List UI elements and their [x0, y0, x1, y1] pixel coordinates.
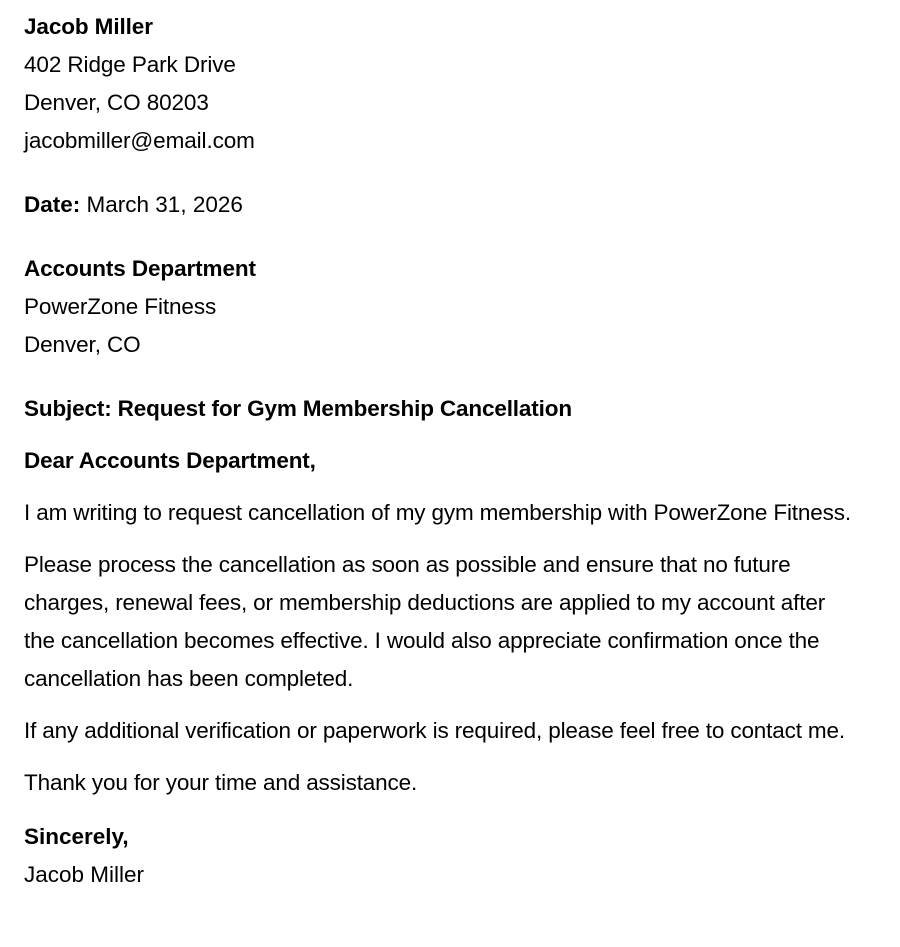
date-block — [24, 186, 860, 224]
sender-email: jacobmiller@email.com — [24, 128, 255, 153]
recipient-company: PowerZone Fitness — [24, 294, 217, 319]
sender-city-state-zip: Denver, CO 80203 — [24, 90, 209, 115]
date-label: Date: — [24, 192, 81, 217]
body-paragraph-2: Please process the cancellation as soon as possible and ensure that no future charges, renewal fees, or membership deductions are applied to my account after the cancellation becomes effective. I would also appreciate confirmation once the cancellation has been completed. — [24, 552, 826, 691]
recipient-address-block — [24, 250, 860, 364]
recipient-city-state: Denver, CO — [24, 332, 141, 357]
body-paragraph-3: If any additional verification or paperwork is required, please feel free to contact me. — [24, 718, 845, 743]
subject-line: Subject: Request for Gym Membership Cancellation — [24, 396, 572, 421]
body-paragraph-1: I am writing to request cancellation of my gym membership with PowerZone Fitness. — [24, 500, 851, 525]
sender-address-block — [24, 8, 860, 160]
sender-street: 402 Ridge Park Drive — [24, 52, 236, 77]
body-paragraph-4: Thank you for your time and assistance. — [24, 770, 418, 795]
salutation: Dear Accounts Department, — [24, 448, 316, 473]
recipient-department: Accounts Department — [24, 256, 256, 281]
signature-name: Jacob Miller — [24, 862, 145, 887]
closing-word: Sincerely, — [24, 824, 129, 849]
date-value: March 31, 2026 — [86, 192, 243, 217]
sender-name: Jacob Miller — [24, 14, 153, 39]
closing-block — [24, 818, 860, 894]
